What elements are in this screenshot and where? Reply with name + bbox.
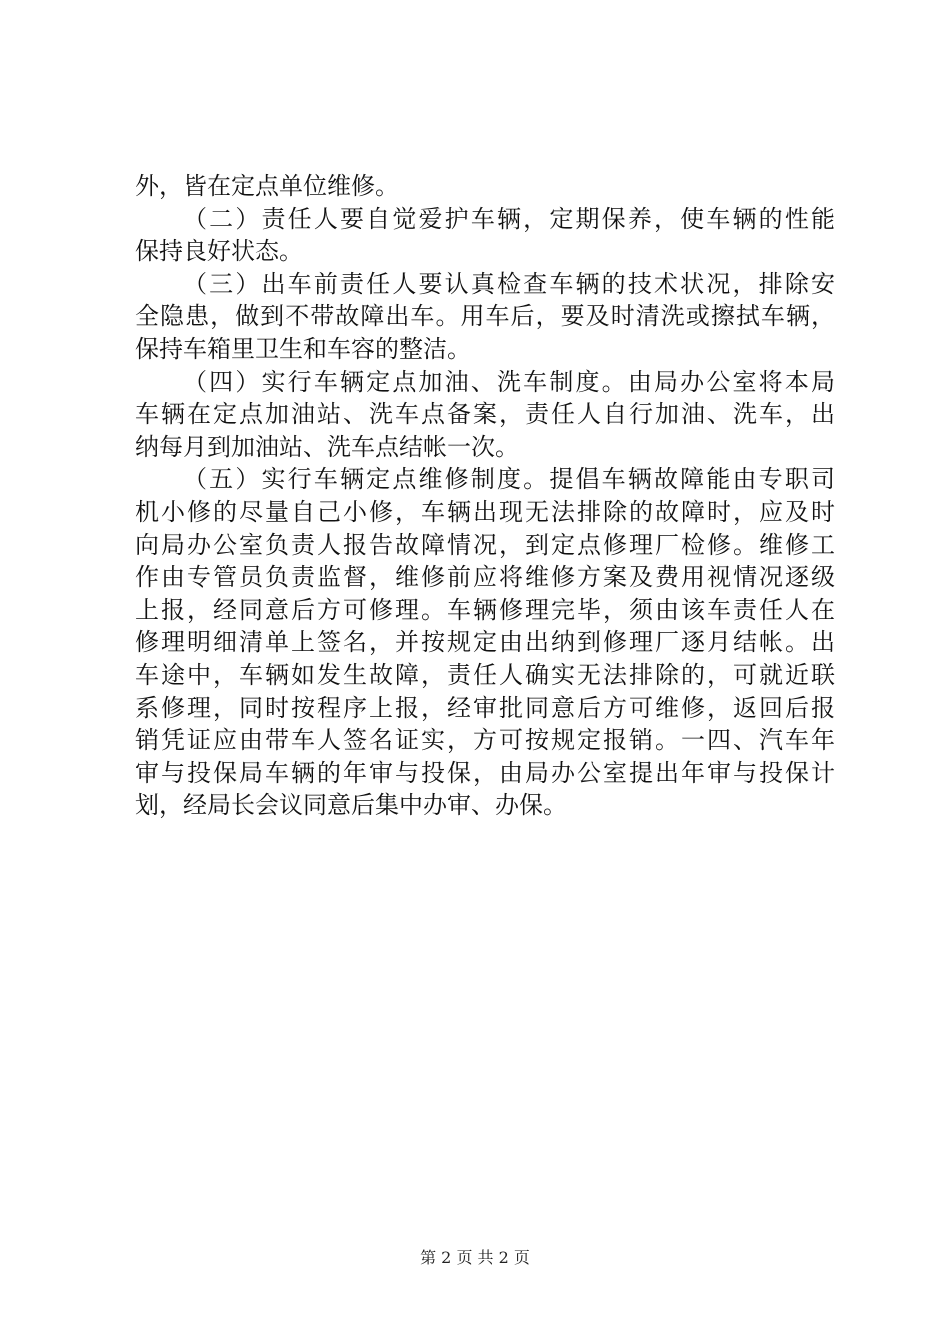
text-line: 全隐患，做到不带故障出车。用车后，要及时清洗或擦拭车辆， [135, 302, 835, 331]
text-line: 车辆在定点加油站、洗车点备案，责任人自行加油、洗车，出 [135, 400, 835, 429]
text-line: 保持车箱里卫生和车容的整洁。 [135, 334, 471, 363]
paragraph-continuation [135, 170, 835, 203]
text-line: 向局办公室负责人报告故障情况，到定点修理厂检修。维修工 [135, 530, 835, 559]
text-line: 系修理，同时按程序上报，经审批同意后方可维修，返回后报 [135, 693, 835, 722]
text-line: （五）实行车辆定点维修制度。提倡车辆故障能由专职司 [183, 465, 835, 494]
paragraph-item-2 [135, 203, 835, 268]
text-line: 审与投保局车辆的年审与投保，由局办公室提出年审与投保计 [135, 758, 835, 787]
document-body [135, 170, 835, 822]
text-line: 机小修的尽量自己小修，车辆出现无法排除的故障时，应及时 [135, 497, 835, 526]
text-line: 保持良好状态。 [135, 237, 303, 266]
text-line: 修理明细清单上签名，并按规定由出纳到修理厂逐月结帐。出 [135, 628, 835, 657]
text-line: 纳每月到加油站、洗车点结帐一次。 [135, 432, 519, 461]
paragraph-item-5 [135, 463, 835, 822]
paragraph-item-4 [135, 366, 835, 464]
page-number-footer: 第 2 页 共 2 页 [420, 1248, 530, 1267]
text-line: （四）实行车辆定点加油、洗车制度。由局办公室将本局 [183, 367, 835, 396]
text-line: 作由专管员负责监督，维修前应将维修方案及费用视情况逐级 [135, 563, 835, 592]
paragraph-item-3 [135, 268, 835, 366]
text-line: （二）责任人要自觉爱护车辆，定期保养，使车辆的性能 [183, 204, 835, 233]
text-line: 划，经局长会议同意后集中办审、办保。 [135, 791, 567, 820]
text-line: 销凭证应由带车人签名证实，方可按规定报销。一四、汽车年 [135, 726, 835, 755]
text-line: 上报，经同意后方可修理。车辆修理完毕，须由该车责任人在 [135, 595, 835, 624]
text-line: （三）出车前责任人要认真检查车辆的技术状况，排除安 [183, 269, 835, 298]
text-line: 外，皆在定点单位维修。 [135, 172, 399, 200]
text-line: 车途中，车辆如发生故障，责任人确实无法排除的，可就近联 [135, 660, 835, 689]
